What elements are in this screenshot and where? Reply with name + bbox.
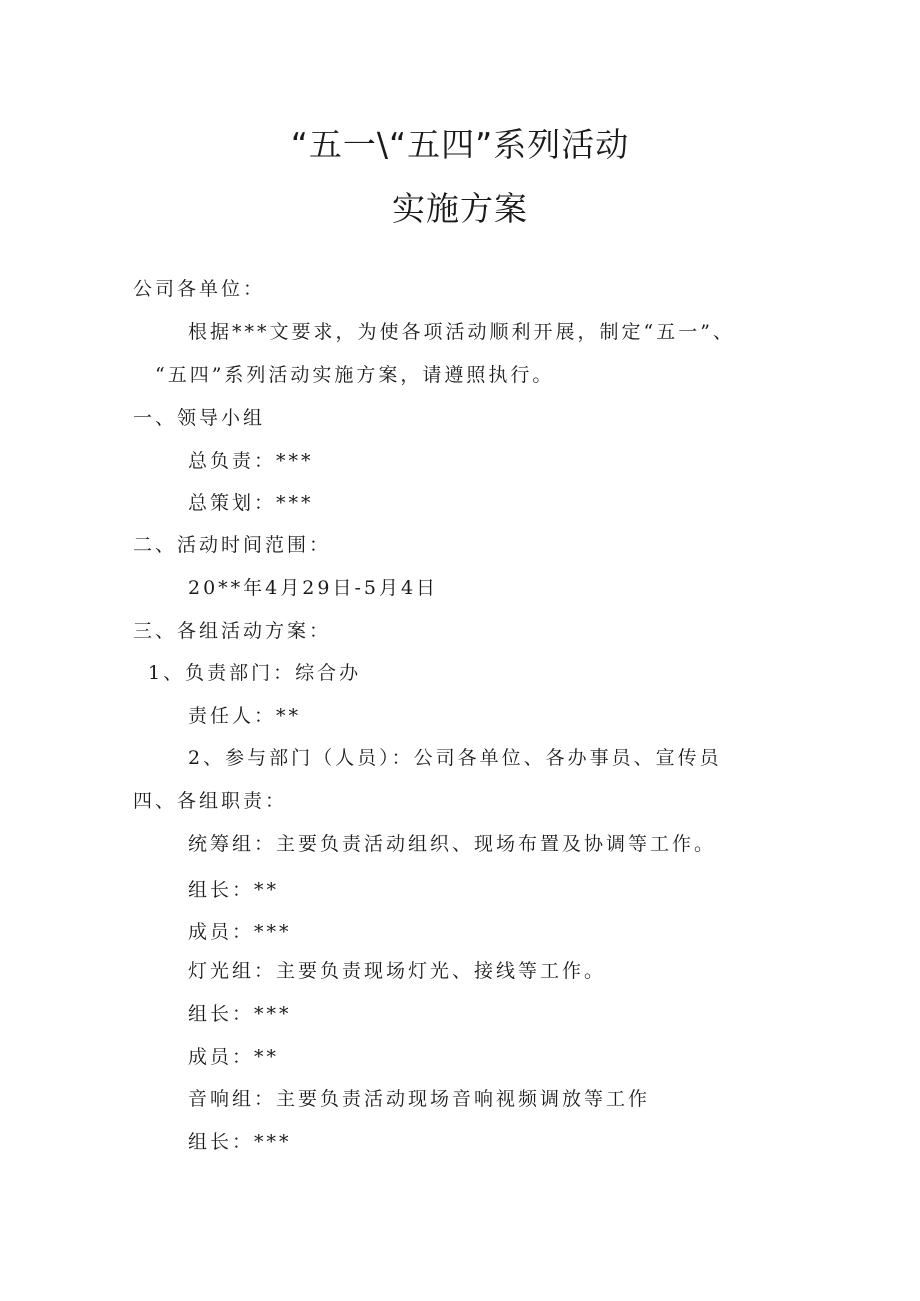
responsible-person: 责任人：**: [188, 705, 302, 727]
section-2-heading: 二、活动时间范围：: [133, 534, 332, 556]
group-coordination-leader: 组长：**: [188, 879, 280, 901]
salutation: 公司各单位：: [133, 278, 266, 300]
group-coordination-members: 成员：***: [188, 921, 292, 943]
leader-planner: 总策划：***: [188, 492, 314, 514]
activity-date-range: 20**年4月29日-5月4日: [188, 577, 439, 599]
intro-paragraph-line-1: 根据***文要求，为使各项活动顺利开展，制定“五一”、: [188, 321, 735, 343]
group-audio-duty: 音响组：主要负责活动现场音响视频调放等工作: [188, 1088, 651, 1110]
group-coordination-duty: 统筹组：主要负责活动组织、现场布置及协调等工作。: [188, 833, 717, 855]
group-lighting-duty: 灯光组：主要负责现场灯光、接线等工作。: [188, 960, 607, 982]
participating-departments: 2、参与部门（人员）：公司各单位、各办事员、宣传员: [188, 747, 722, 769]
section-4-heading: 四、各组职责：: [133, 790, 288, 812]
leader-general: 总负责：***: [188, 450, 314, 472]
section-3-heading: 三、各组活动方案：: [133, 620, 332, 642]
document-subtitle: 实施方案: [392, 189, 528, 228]
section-1-heading: 一、领导小组: [133, 407, 266, 429]
responsible-department: 1、负责部门：综合办: [148, 662, 362, 684]
group-lighting-leader: 组长：***: [188, 1003, 292, 1025]
document-title: “五一\“五四”系列活动: [290, 125, 630, 164]
intro-paragraph-line-2: “五四”系列活动实施方案，请遵照执行。: [155, 364, 555, 386]
group-audio-leader: 组长：***: [188, 1131, 292, 1153]
group-lighting-members: 成员：**: [188, 1046, 280, 1068]
